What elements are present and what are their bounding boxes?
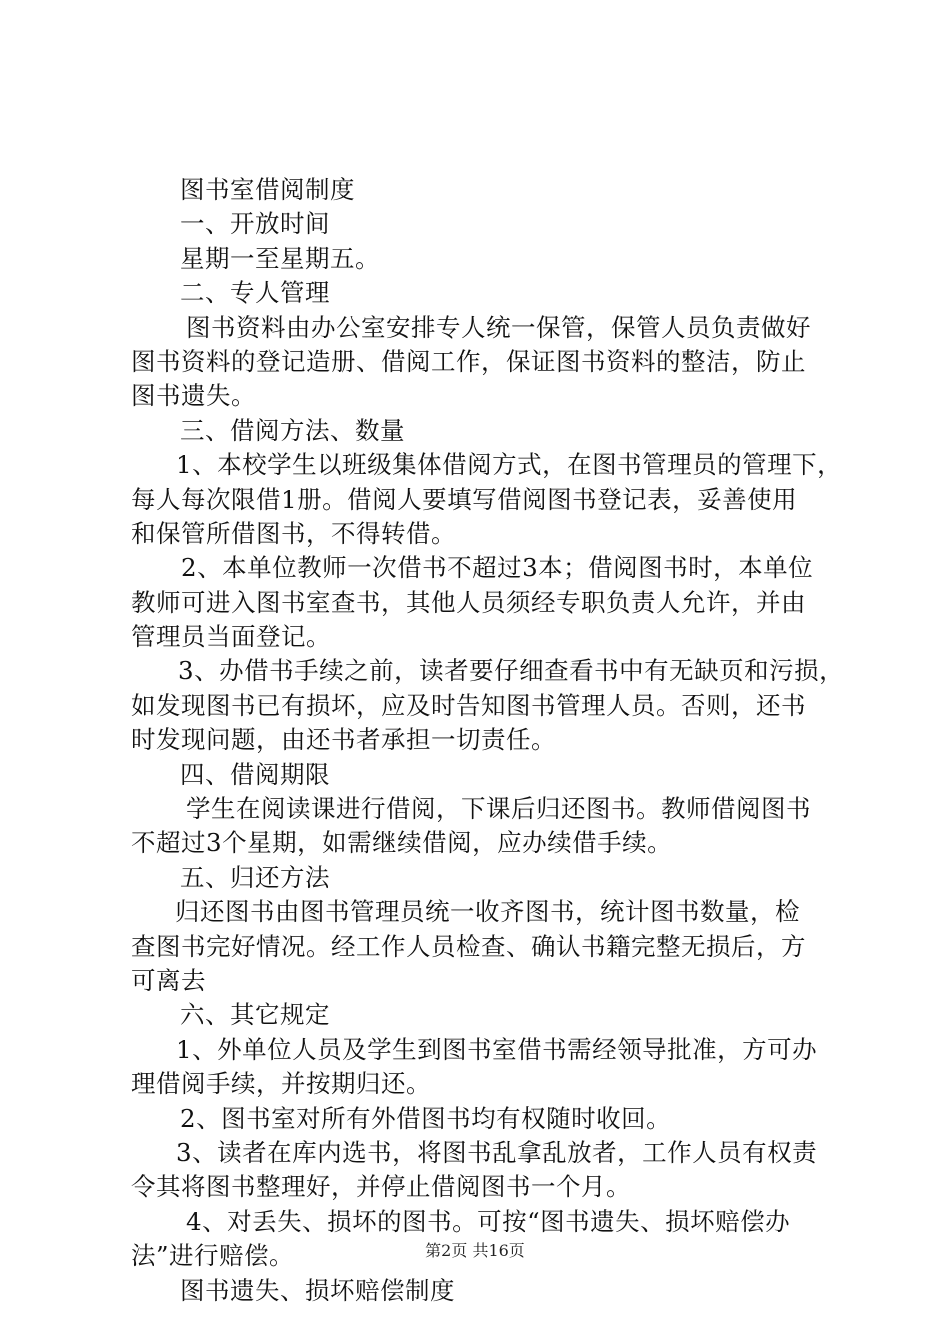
section-heading-4: 四、借阅期限 [180,759,330,789]
paragraph-line: 管理员当面登记。 [131,622,331,652]
paragraph-line: 理借阅手续，并按期归还。 [131,1069,431,1099]
paragraph-line: 3、办借书手续之前，读者要仔细查看书中有无缺页和污损， [178,656,845,686]
paragraph-line: 查图书完好情况。经工作人员检查、确认书籍完整无损后，方 [131,931,806,961]
section-heading-1: 一、开放时间 [180,209,330,239]
section-heading-6: 六、其它规定 [180,1000,330,1030]
paragraph-line: 可离去 [131,965,206,995]
document-title: 图书室借阅制度 [180,175,355,204]
section-heading-5: 五、归还方法 [180,862,330,892]
section-heading-3: 三、借阅方法、数量 [180,415,405,445]
paragraph-line: 4、对丢失、损坏的图书。可按“图书遗失、损坏赔偿办 [186,1206,791,1236]
paragraph-line: 2、图书室对所有外借图书均有权随时收回。 [180,1103,672,1133]
paragraph-line: 令其将图书整理好，并停止借阅图书一个月。 [131,1172,631,1202]
paragraph-line: 归还图书由图书管理员统一收齐图书，统计图书数量，检 [175,897,800,927]
paragraph-line: 3、读者在库内选书，将图书乱拿乱放者，工作人员有权责 [176,1137,818,1167]
page-footer [0,1238,950,1261]
section-heading-7: 图书遗失、损坏赔偿制度 [180,1275,455,1305]
paragraph-line: 图书资料的登记造册、借阅工作，保证图书资料的整洁，防止 [131,346,806,376]
paragraph-line: 星期一至星期五。 [180,243,380,273]
paragraph-line: 如发现图书已有损坏，应及时告知图书管理人员。否则，还书 [131,690,806,720]
page-number: 第2页 共16页 [425,1241,525,1260]
paragraph-line: 图书资料由办公室安排专人统一保管，保管人员负责做好 [186,312,811,342]
paragraph-line: 不超过3个星期，如需继续借阅，应办续借手续。 [131,828,673,858]
paragraph-line: 时发现问题，由还书者承担一切责任。 [131,725,556,755]
paragraph-line: 图书遗失。 [131,381,256,411]
paragraph-line: 2、本单位教师一次借书不超过3本；借阅图书时，本单位 [181,553,814,583]
section-heading-2: 二、专人管理 [180,278,330,308]
paragraph-line: 每人每次限借1册。借阅人要填写借阅图书登记表，妥善使用 [131,484,798,514]
document-body [131,173,845,1308]
paragraph-line: 教师可进入图书室查书，其他人员须经专职负责人允许，并由 [131,587,806,617]
paragraph-line: 1、外单位人员及学生到图书室借书需经领导批准，方可办 [176,1034,818,1064]
paragraph-line: 1、本校学生以班级集体借阅方式，在图书管理员的管理下， [176,450,843,480]
paragraph-line: 和保管所借图书，不得转借。 [131,518,456,548]
paragraph-line: 学生在阅读课进行借阅，下课后归还图书。教师借阅图书 [186,794,811,824]
paragraph-line: 法”进行赔偿。 [131,1241,295,1271]
